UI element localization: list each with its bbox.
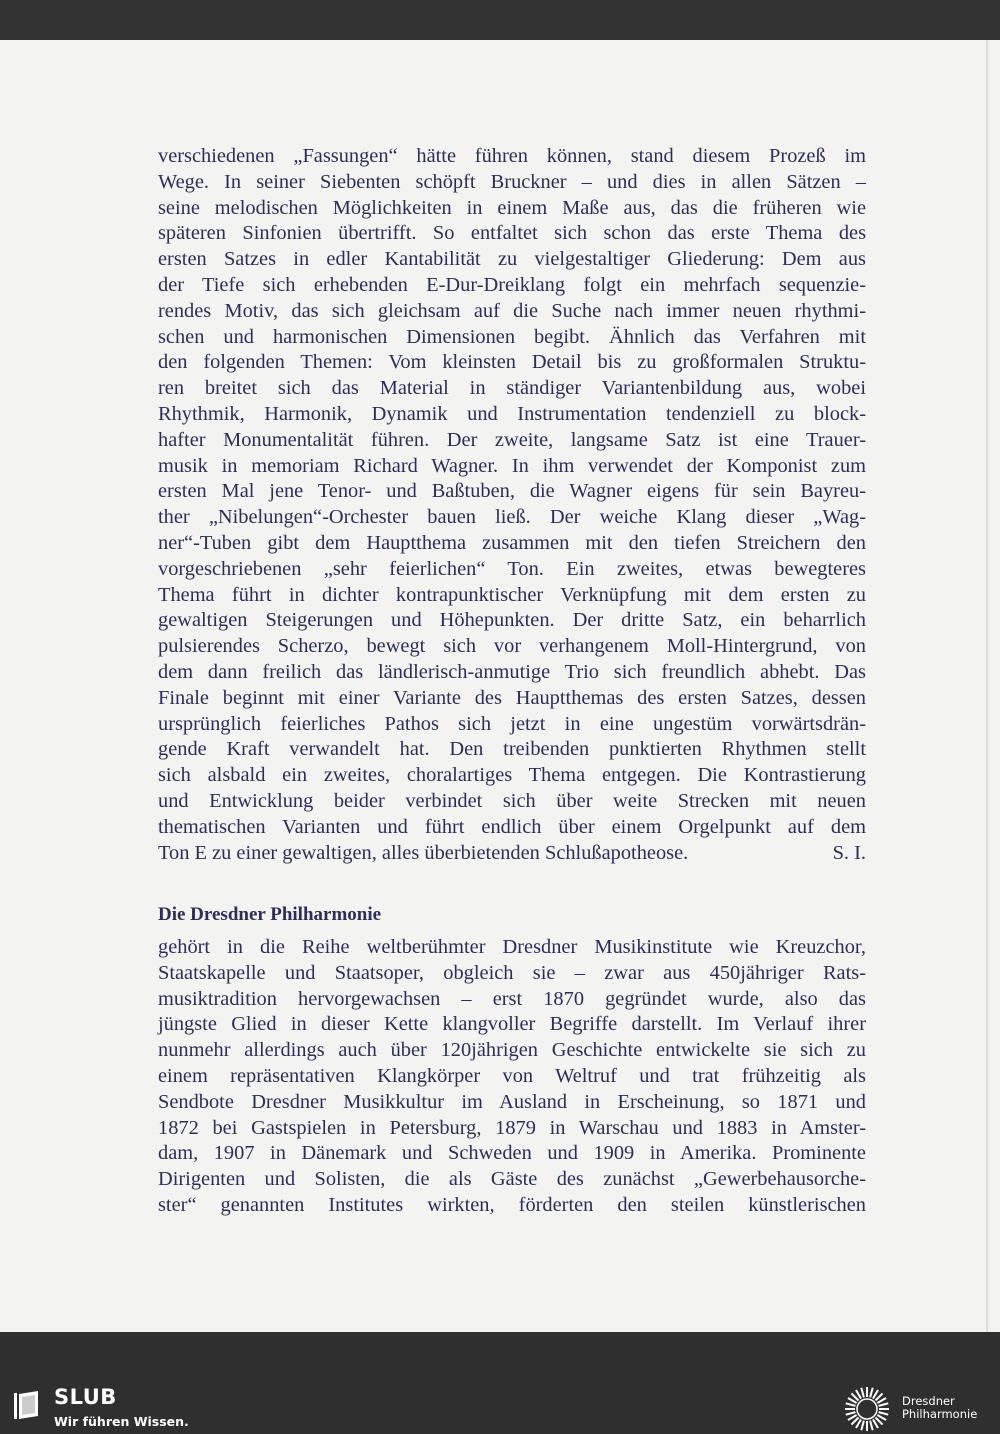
sunburst-ray — [870, 1421, 873, 1431]
text-line: seine melodischen Möglichkeiten in einem Maße aus, das die früheren wie — [158, 196, 866, 219]
text-line: sich alsbald ein zweites, choralartiges Thema entgegen. Die Kontrastierung — [158, 764, 866, 787]
sunburst-ray — [846, 1412, 856, 1415]
text-line: Sendbote Dresdner Musikkultur im Ausland in Erscheinung, so 1871 und — [158, 1090, 866, 1113]
text-line: gewaltigen Steigerungen und Höhepunkten. Der dritte Satz, ein beharrlich — [158, 609, 866, 632]
top-scan-border — [0, 0, 1000, 40]
text-line: gehört in die Reihe weltberühmter Dresdner Musikinstitute wie Kreuzchor, — [158, 936, 866, 958]
sunburst-ray — [861, 1421, 864, 1431]
final-sentence: Ton E zu einer gewaltigen, alles überbietenden Schlußapotheose. — [158, 841, 689, 864]
sunburst-ray — [879, 1412, 889, 1415]
text-line: verschiedenen „Fassungen“ hätte führen können, stand diesem Prozeß im — [158, 145, 866, 167]
text-line: jüngste Glied in dieser Kette klangvoller Begriffe darstellt. Im Verlauf ihrer — [158, 1013, 866, 1036]
slub-book-icon — [14, 1391, 42, 1421]
sunburst-ray — [877, 1398, 886, 1403]
text-line: gende Kraft verwandelt hat. Den treibenden punktierten Rhythmen stellt — [158, 738, 866, 761]
text-line: Dirigenten und Solisten, die als Gäste des zunächst „Gewerbehausorche- — [158, 1168, 866, 1191]
text-line: ersten Mal jene Tenor- und Baßtuben, die Wagner eigens für sein Bayreu- — [158, 480, 866, 503]
text-line-with-signature — [158, 841, 866, 867]
sunburst-ray — [873, 1419, 878, 1428]
sunburst-icon — [843, 1385, 891, 1433]
orchestra-name-line1: Dresdner — [902, 1394, 955, 1408]
sunburst-ray — [877, 1415, 886, 1420]
text-line: Thema führt in dichter kontrapunktischer Verknüpfung mit dem ersten zu — [158, 583, 866, 606]
sunburst-ray — [851, 1417, 858, 1424]
text-line: und Entwicklung beider verbindet sich über weite Strecken mit neuen — [158, 789, 866, 812]
sunburst-ray — [879, 1403, 889, 1406]
sunburst-ray — [856, 1390, 861, 1399]
text-line: späteren Sinfonien übertrifft. So entfaltet sich schon das erste Thema des — [158, 222, 866, 245]
text-line: ther „Nibelungen“-Orchester bauen ließ. Der weiche Klang dieser „Wag- — [158, 506, 866, 529]
library-name: SLUB — [54, 1385, 117, 1409]
text-line: Rhythmik, Harmonik, Dynamik und Instrumentation tendenziell zu block- — [158, 402, 866, 425]
text-line: musiktradition hervorgewachsen – erst 1870 gegründet wurde, also das — [158, 987, 866, 1010]
sunburst-ray — [861, 1388, 864, 1398]
text-line: Finale beginnt mit einer Variante des Hauptthemas des ersten Satzes, dessen — [158, 686, 866, 709]
text-line: ersten Satzes in edler Kantabilität zu vielgestaltiger Gliederung: Dem aus — [158, 248, 866, 271]
text-line: Staatskapelle und Staatsoper, obgleich sie – zwar aus 450jähriger Rats- — [158, 961, 866, 984]
text-line: 1872 bei Gastspielen in Petersburg, 1879 in Warschau und 1883 in Amster- — [158, 1116, 866, 1139]
text-line: Wege. In seiner Siebenten schöpft Bruckner – und dies in allen Sätzen – — [158, 170, 866, 193]
sunburst-ray — [851, 1393, 858, 1400]
text-line: ner“-Tuben gibt dem Hauptthema zusammen mit den tiefen Streichern den — [158, 531, 866, 554]
text-line: musik in memoriam Richard Wagner. In ihm verwendet der Komponist zum — [158, 454, 866, 477]
orchestra-name — [902, 1395, 977, 1421]
sunburst-ray — [846, 1403, 856, 1406]
text-line: hafter Monumentalität führen. Der zweite, langsame Satz ist eine Trauer- — [158, 428, 866, 451]
text-line: einem repräsentativen Klangkörper von Weltruf und trat frühzeitig als — [158, 1064, 866, 1087]
sunburst-ray — [870, 1388, 873, 1398]
text-line: ster“ genannten Institutes wirkten, förderten den steilen künstlerischen — [158, 1193, 866, 1216]
text-line: dam, 1907 in Dänemark und Schweden und 1909 in Amerika. Prominente — [158, 1142, 866, 1165]
text-line: vorgeschriebenen „sehr feierlichen“ Ton. Ein zweites, etwas bewegteres — [158, 557, 866, 580]
library-tagline: Wir führen Wissen. — [54, 1414, 189, 1429]
sunburst-ray — [875, 1393, 882, 1400]
text-line: ursprünglich feierliches Pathos sich jetzt in eine ungestüm vorwärtsdrän- — [158, 712, 866, 735]
text-line: thematischen Varianten und führt endlich über einem Orgelpunkt auf dem — [158, 815, 866, 838]
text-line: den folgenden Themen: Vom kleinsten Detail bis zu großformalen Struktu- — [158, 351, 866, 374]
sunburst-ray — [873, 1390, 878, 1399]
text-line: nunmehr allerdings auch über 120jährigen Geschichte entwickelte sie sich zu — [158, 1039, 866, 1062]
author-signature: S. I. — [832, 841, 866, 864]
sunburst-ray — [875, 1417, 882, 1424]
text-line: pulsierendes Scherzo, bewegt sich vor verhangenem Moll-Hintergrund, von — [158, 635, 866, 658]
sunburst-ray — [856, 1419, 861, 1428]
paragraph-dresdner-philharmonie — [158, 935, 866, 1219]
orchestra-name-line2: Philharmonie — [902, 1407, 978, 1421]
document-page — [0, 40, 1000, 1332]
text-line: der Tiefe sich erhebenden E-Dur-Dreiklang folgt ein mehrfach sequenzie- — [158, 273, 866, 296]
page-edge-line — [986, 40, 988, 1332]
sunburst-ray — [848, 1398, 857, 1403]
text-line: dem dann freilich das ländlerisch-anmutige Trio sich freundlich abhebt. Das — [158, 660, 866, 683]
text-line: ren breitet sich das Material in ständiger Variantenbildung aus, wobei — [158, 377, 866, 400]
viewer-footer — [0, 1383, 1000, 1434]
text-line: schen und harmonischen Dimensionen begibt. Ähnlich das Verfahren mit — [158, 325, 866, 348]
paragraph-bruckner-seventh — [158, 144, 866, 866]
text-line: rendes Motiv, das sich gleichsam auf die Suche nach immer neuen rhythmi- — [158, 299, 866, 322]
section-heading: Die Dresdner Philharmonie — [158, 904, 382, 925]
sunburst-ray — [848, 1415, 857, 1420]
